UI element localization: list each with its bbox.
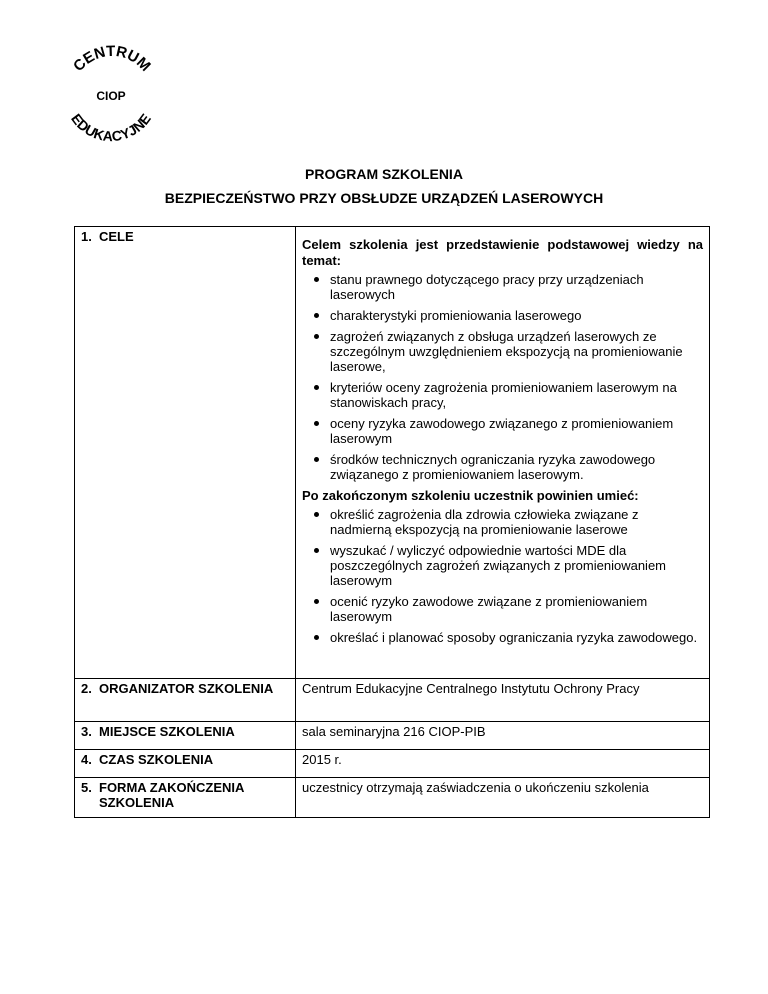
bullet-icon	[314, 512, 319, 517]
aims-list-item: zagrożeń związanych z obsługa urządzeń laserowych ze szczególnym uwzględnieniem ekspozycją na promieniowanie laserowe,	[302, 329, 703, 374]
bullet-icon	[314, 457, 319, 462]
table-row-organizator	[75, 679, 710, 722]
bullet-icon	[314, 385, 319, 390]
row-number: 4.	[81, 752, 92, 767]
row-value-cell	[296, 227, 710, 679]
logo-center-text: CIOP	[96, 89, 126, 103]
bullet-icon	[314, 313, 319, 318]
row-value: 2015 r.	[296, 750, 710, 778]
centrum-edukacyjne-ciop-logo	[56, 40, 166, 150]
row-label: CELE	[99, 229, 134, 244]
outcomes-heading: Po zakończonym szkoleniu uczestnik powinien umieć:	[302, 488, 639, 503]
document-subtitle: BEZPIECZEŃSTWO PRZY OBSŁUDZE URZĄDZEŃ LASEROWYCH	[164, 190, 604, 206]
table-row-czas	[75, 750, 710, 778]
row-number: 2.	[81, 681, 92, 696]
outcomes-list-item: określać i planować sposoby ograniczania ryzyka zawodowego.	[302, 630, 703, 645]
table-row-miejsce	[75, 722, 710, 750]
table-row-forma	[75, 778, 710, 818]
row-number: 1.	[81, 229, 92, 244]
aims-heading: Celem szkolenia jest przedstawienie podstawowej wiedzy na temat:	[302, 237, 703, 268]
logo-top-arc-text: CENTRUM	[70, 42, 154, 75]
row-label: ORGANIZATOR SZKOLENIA	[99, 681, 274, 696]
row-value: Centrum Edukacyjne Centralnego Instytutu Ochrony Pracy	[296, 679, 710, 722]
row-number: 5.	[81, 780, 92, 795]
row-label-cell	[75, 750, 296, 778]
row-label-cell	[75, 778, 296, 818]
row-label-cell	[75, 227, 296, 679]
aims-list-item: środków technicznych ograniczania ryzyka zawodowego związanego z promieniowaniem laserowym.	[302, 452, 703, 482]
row-label: FORMA ZAKOŃCZENIA SZKOLENIA	[99, 780, 244, 810]
outcomes-list-item: wyszukać / wyliczyć odpowiednie wartości MDE dla poszczególnych zagrożeń związanych z promieniowaniem laserowym	[302, 543, 703, 588]
row-label: MIEJSCE SZKOLENIA	[99, 724, 235, 739]
outcomes-list-item: określić zagrożenia dla zdrowia człowieka związane z nadmierną ekspozycją na promieniowanie laserowe	[302, 507, 703, 537]
aims-list-item: kryteriów oceny zagrożenia promieniowaniem laserowym na stanowiskach pracy,	[302, 380, 703, 410]
row-number: 3.	[81, 724, 92, 739]
document-title: PROGRAM SZKOLENIA	[305, 166, 463, 182]
row-value: sala seminaryjna 216 CIOP-PIB	[296, 722, 710, 750]
program-table	[74, 226, 710, 818]
aims-list-item: stanu prawnego dotyczącego pracy przy urządzeniach laserowych	[302, 272, 703, 302]
table-row-cele	[75, 227, 710, 679]
aims-list	[302, 272, 703, 482]
bullet-icon	[314, 599, 319, 604]
row-label: CZAS SZKOLENIA	[99, 752, 214, 767]
bullet-icon	[314, 421, 319, 426]
bullet-icon	[314, 635, 319, 640]
bullet-icon	[314, 334, 319, 339]
row-value: uczestnicy otrzymają zaświadczenia o ukończeniu szkolenia	[296, 778, 710, 818]
logo-bottom-arc-text: EDUKACYJNE	[68, 110, 154, 145]
outcomes-list	[302, 507, 703, 645]
aims-list-item: charakterystyki promieniowania laserowego	[302, 308, 703, 323]
bullet-icon	[314, 548, 319, 553]
outcomes-list-item: ocenić ryzyko zawodowe związane z promieniowaniem laserowym	[302, 594, 703, 624]
row-label-cell	[75, 679, 296, 722]
aims-list-item: oceny ryzyka zawodowego związanego z promieniowaniem laserowym	[302, 416, 703, 446]
row-label-cell	[75, 722, 296, 750]
bullet-icon	[314, 277, 319, 282]
